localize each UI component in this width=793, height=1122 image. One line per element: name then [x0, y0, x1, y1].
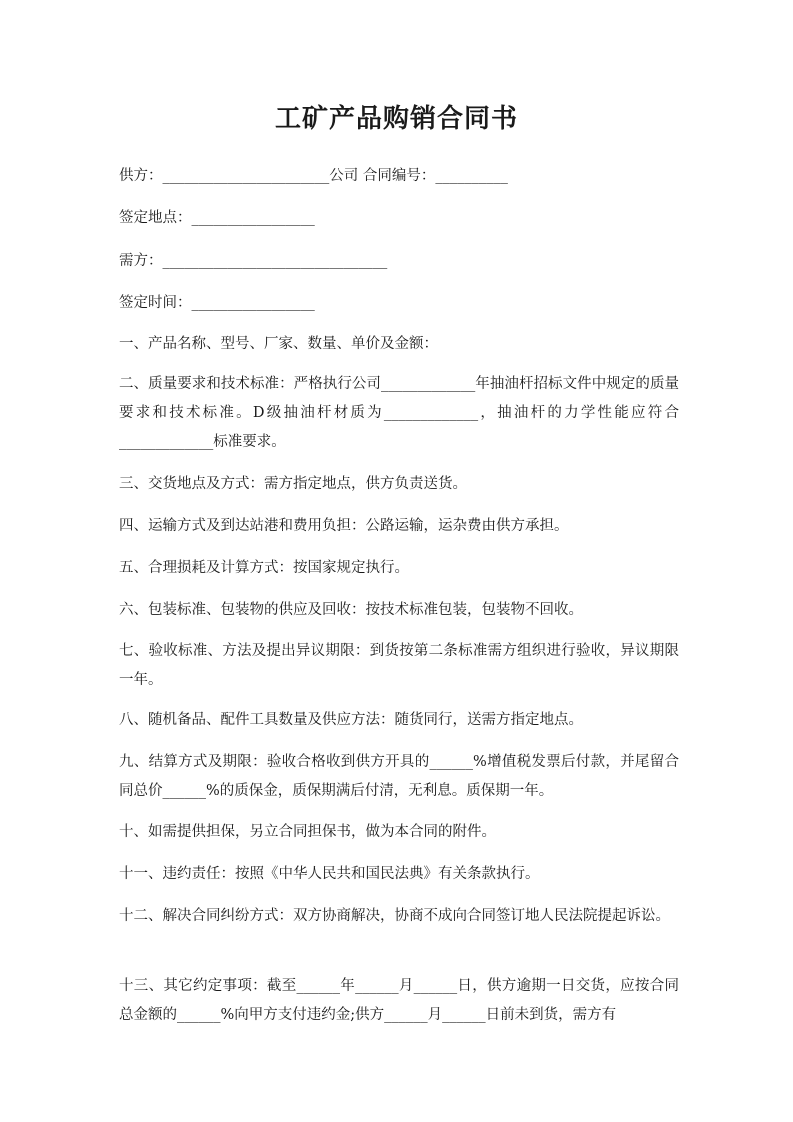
clause-3: 三、交货地点及方式：需方指定地点，供方负责送货。: [119, 476, 467, 492]
document-title: 工矿产品购销合同书: [274, 104, 518, 134]
clause-7: 七、验收标准、方法及提出异议期限：到货按第二条标准需方组织进行验收，异议期限一年。: [119, 643, 679, 688]
clause-6: 六、包装标准、包装物的供应及回收：按技术标准包装，包装物不回收。: [119, 602, 583, 618]
clause-11: 十一、违约责任：按照《中华人民共和国民法典》有关条款执行。: [119, 866, 540, 882]
buyer-line: 需方：_______________________________: [119, 253, 388, 269]
clause-8: 八、随机备品、配件工具数量及供应方法：随货同行，送需方指定地点。: [119, 712, 583, 728]
sign-time-line: 签定时间：_________________: [119, 295, 315, 311]
clause-1: 一、产品名称、型号、厂家、数量、单价及金额：: [119, 336, 438, 352]
clause-13: 十三、其它约定事项：截至______年______月______日，供方逾期一日交货，应按合同总金额的______%向甲方支付违约金;供方______月______日前未到货，需方有: [119, 978, 679, 1023]
clause-9: 九、结算方式及期限：验收合格收到供方开具的______%增值税发票后付款，并尾留合同总价______%的质保金，质保期满后付清，无利息。质保期一年。: [119, 754, 679, 799]
clause-4: 四、运输方式及到达站港和费用负担：公路运输，运杂费由供方承担。: [119, 518, 569, 534]
clause-10: 十、如需提供担保，另立合同担保书，做为本合同的附件。: [119, 824, 496, 840]
supplier-line: 供方：_______________________公司 合同编号：__________: [119, 168, 508, 184]
clause-2: 二、质量要求和技术标准：严格执行公司_____________年抽油杆招标文件中规定的质量要求和技术标准。D级抽油杆材质为_____________，抽油杆的力学性能应符合_____________标准要求。: [119, 376, 679, 450]
clause-5: 五、合理损耗及计算方式：按国家规定执行。: [119, 560, 409, 576]
sign-place-line: 签定地点：_________________: [119, 210, 315, 226]
clause-12: 十二、解决合同纠纷方式：双方协商解决，协商不成向合同签订地人民法院提起诉讼。: [119, 908, 670, 924]
